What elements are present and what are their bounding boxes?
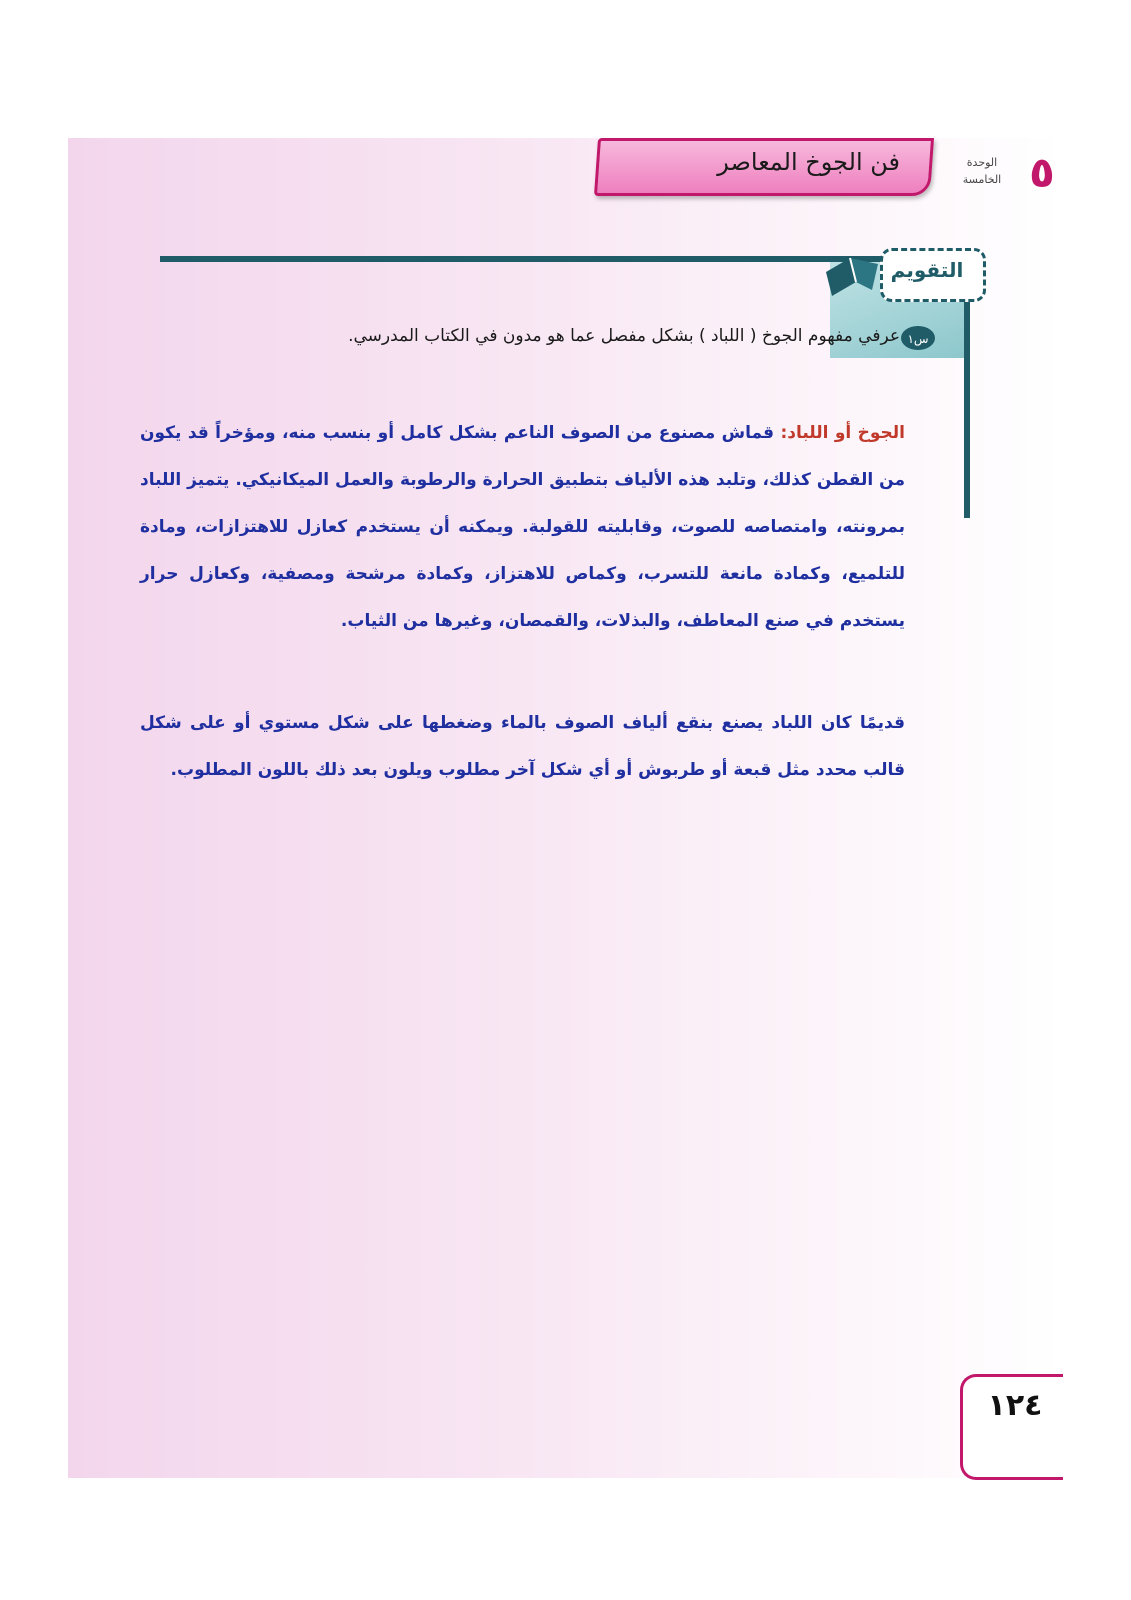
answer-term: الجوخ أو اللباد: xyxy=(780,423,906,443)
unit-label-line1: الوحدة xyxy=(966,156,998,169)
question-badge-icon xyxy=(900,324,936,352)
answer-body-1: قماش مصنوع من الصوف الناعم بشكل كامل أو بنسب منه، ومؤخراً قد يكون من القطن كذلك، وتلبد هذه الألياف بتطبيق الحرارة والرطوبة والعمل الميكانيكي. يتميز اللباد بمرونته، وامتصاصه للصوت، وقابليته للقولبة. ويمكنه أن يستخدم كعازل للاهتزازات، ومادة للتلميع، وكمادة مانعة للتسرب، وكماص للاهتزاز، وكمادة مرشحة ومصفية، وكعازل حرار يستخدم في صنع المعاطف، والبذلات، والقمصان، وغيرها من الثياب. xyxy=(140,423,905,631)
unit-label-line2: الخامسة xyxy=(962,173,1002,186)
answer-paragraph-2: قديمًا كان اللباد يصنع بنقع ألياف الصوف بالماء وضغطها على شكل مستوي أو على شكل قالب محدد مثل قبعة أو طربوش أو أي شكل آخر مطلوب ويلون بعد ذلك باللون المطلوب. xyxy=(140,713,905,780)
side-rule xyxy=(964,290,970,518)
answer-paragraph-1 xyxy=(140,410,905,645)
section-divider xyxy=(160,256,850,262)
question-text: عرفي مفهوم الجوخ ( اللباد ) بشكل مفصل عما هو مدون في الكتاب المدرسي. xyxy=(348,326,900,346)
unit-label xyxy=(948,154,1016,188)
page-title: فن الجوخ المعاصر xyxy=(717,148,900,176)
section-label: التقويم xyxy=(890,258,964,282)
page-number: ١٢٤ xyxy=(987,1388,1043,1423)
unit-number: ٥ xyxy=(1029,148,1055,197)
book-icon xyxy=(820,252,884,298)
question-badge: س١ xyxy=(907,332,929,346)
